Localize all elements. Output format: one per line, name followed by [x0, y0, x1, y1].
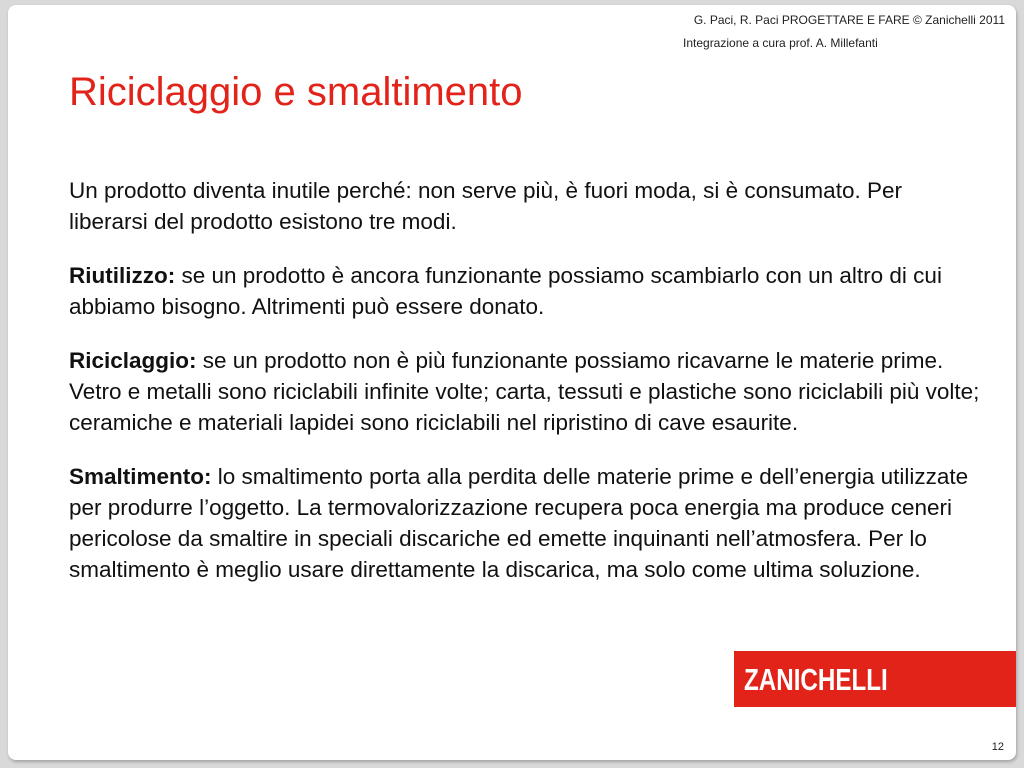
- term-riciclaggio: Riciclaggio:: [69, 348, 197, 373]
- term-riutilizzo: Riutilizzo:: [69, 263, 176, 288]
- text-riutilizzo: se un prodotto è ancora funzionante possiamo scambiarlo con un altro di cui abbiamo bisogno. Altrimenti può essere donato.: [69, 263, 942, 319]
- slide-body: [69, 175, 984, 608]
- term-smaltimento: Smaltimento:: [69, 464, 212, 489]
- text-smaltimento: lo smaltimento porta alla perdita delle materie prime e dell’energia utilizzate per produrre l’oggetto. La termovalorizzazione recupera poca energia ma produce ceneri pericolose da smaltire in speciali discariche ed emette inquinanti nell’atmosfera. Per lo smaltimento è meglio usare direttamente la discarica, ma solo come ultima soluzione.: [69, 464, 969, 582]
- credit-line: G. Paci, R. Paci PROGETTARE E FARE © Zanichelli 2011: [693, 13, 1005, 27]
- credit-line-secondary: Integrazione a cura prof. A. Millefanti: [683, 36, 878, 50]
- zanichelli-logo: [734, 651, 1016, 707]
- paragraph-riciclaggio: [69, 345, 984, 438]
- text-riciclaggio: se un prodotto non è più funzionante possiamo ricavarne le materie prime. Vetro e metalli sono riciclabili infinite volte; carta, tessuti e plastiche sono riciclabili più volte; ceramiche e materiali lapidei sono riciclabili nel ripristino di cave esaurite.: [69, 348, 980, 435]
- paragraph-riutilizzo: [69, 260, 984, 322]
- paragraph-smaltimento: [69, 461, 984, 585]
- page-number: 12: [991, 741, 1004, 753]
- paragraph-intro: Un prodotto diventa inutile perché: non serve più, è fuori moda, si è consumato. Per liberarsi del prodotto esistono tre modi.: [69, 178, 902, 234]
- slide-title: Riciclaggio e smaltimento: [69, 70, 523, 114]
- slide: [8, 5, 1016, 760]
- logo-text: ZANICHELLI: [744, 662, 888, 697]
